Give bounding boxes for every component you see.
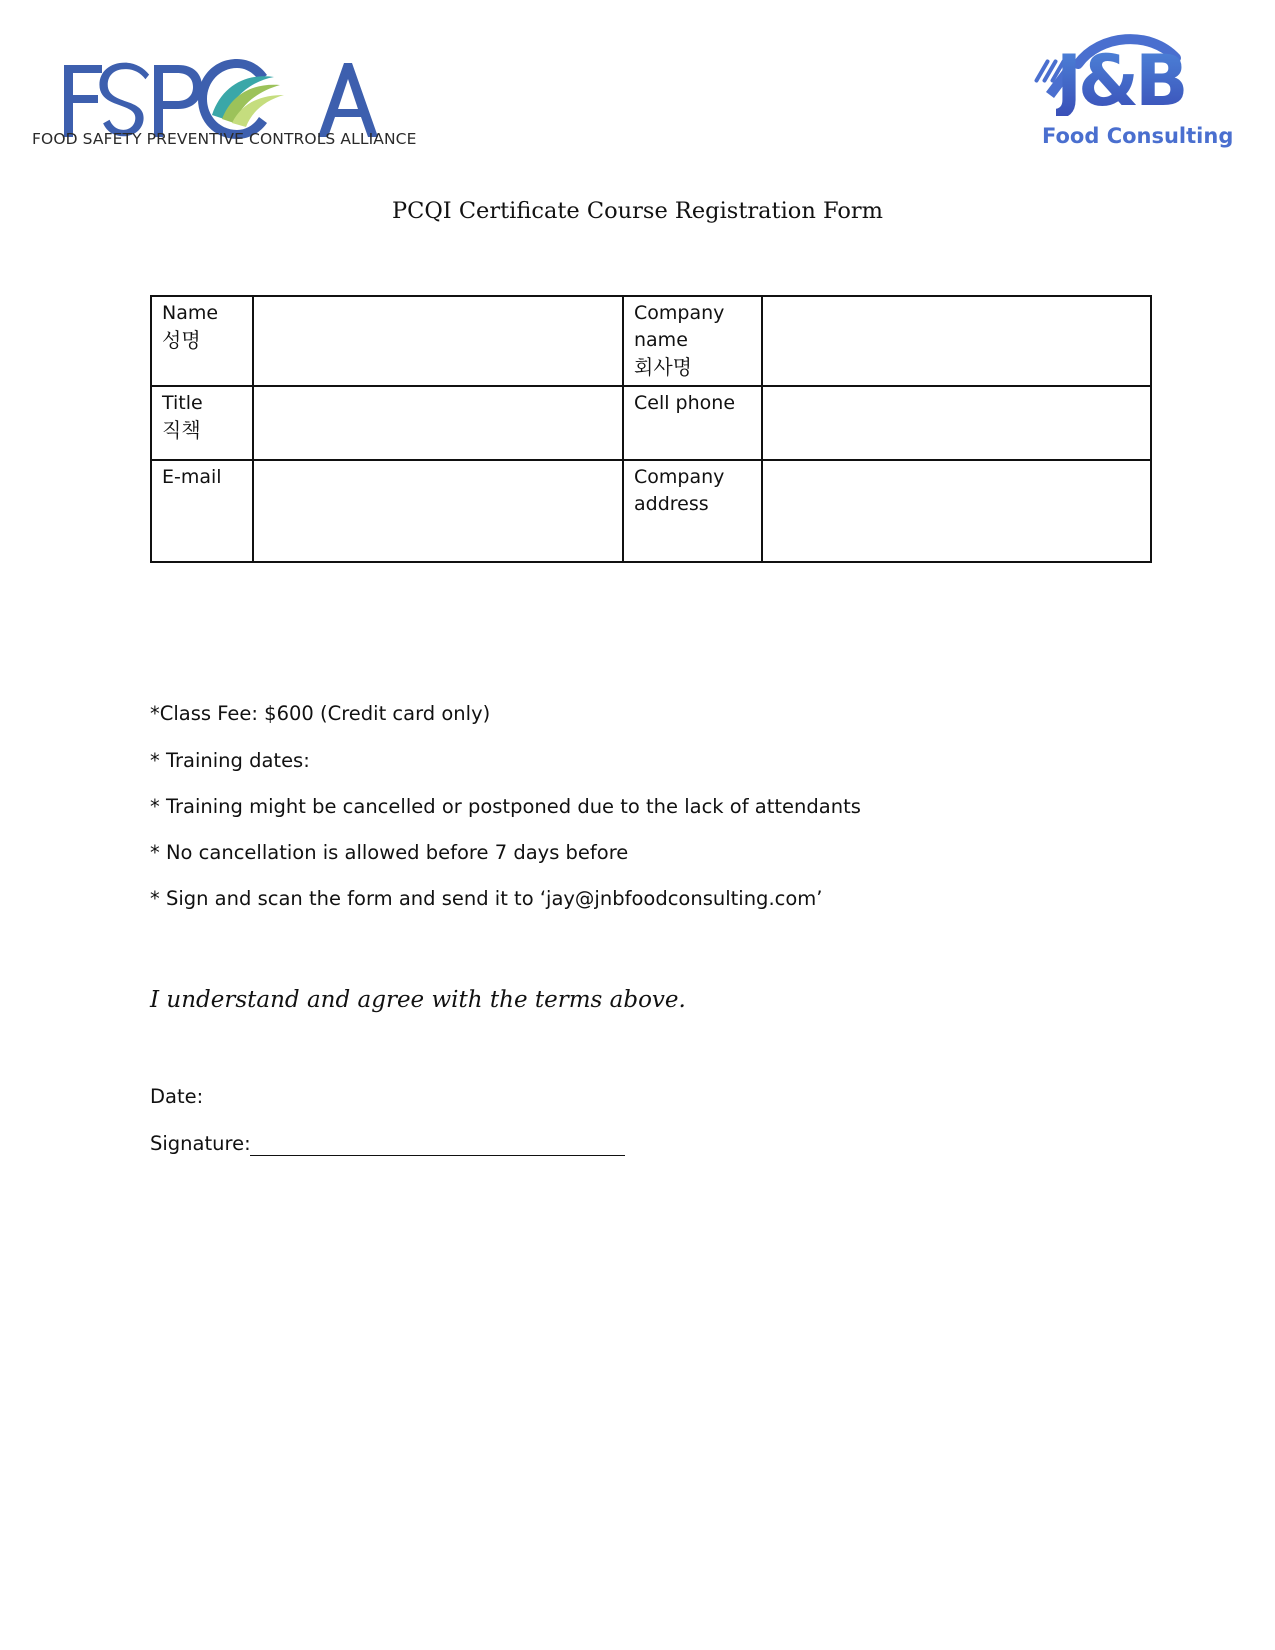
company-name-label-ko: 회사명 — [634, 355, 692, 379]
email-label: E-mail — [162, 466, 222, 488]
note-cancellation-risk: * Training might be cancelled or postponed due to the lack of attendants — [150, 795, 861, 818]
table-row — [151, 460, 1151, 562]
signature-line[interactable] — [250, 1155, 625, 1156]
table-row — [151, 386, 1151, 460]
title-label: Title — [162, 392, 203, 414]
jnb-letters: J&B — [1056, 40, 1185, 122]
cell-phone-field[interactable] — [762, 386, 1151, 460]
title-label-ko: 직책 — [162, 418, 201, 442]
company-name-field[interactable] — [762, 296, 1151, 386]
email-field[interactable] — [253, 460, 623, 562]
fspca-logo — [30, 25, 417, 155]
name-field[interactable] — [253, 296, 623, 386]
jnb-subtitle: Food Consulting — [1042, 124, 1234, 148]
page-title: PCQI Certificate Course Registration Form — [392, 198, 883, 224]
fspca-tagline: FOOD SAFETY PREVENTIVE CONTROLS ALLIANCE — [32, 130, 417, 148]
title-field[interactable] — [253, 386, 623, 460]
email-label-cell — [151, 460, 253, 562]
cell-phone-label: Cell phone — [634, 392, 736, 414]
note-class-fee: *Class Fee: $600 (Credit card only) — [150, 702, 491, 725]
note-cancellation-policy: * No cancellation is allowed before 7 days before — [150, 841, 629, 864]
company-name-label: Company name — [634, 302, 725, 351]
name-label-cell — [151, 296, 253, 386]
note-training-dates: * Training dates: — [150, 749, 310, 772]
note-submission: * Sign and scan the form and send it to ‘jay@jnbfoodconsulting.com’ — [150, 887, 823, 910]
title-label-cell — [151, 386, 253, 460]
signature-label: Signature: — [150, 1132, 251, 1155]
company-address-label-cell — [623, 460, 762, 562]
name-label: Name — [162, 302, 219, 324]
jnb-logo — [1020, 20, 1250, 160]
company-name-label-cell — [623, 296, 762, 386]
registration-table — [150, 295, 1152, 563]
company-address-field[interactable] — [762, 460, 1151, 562]
table-row — [151, 296, 1151, 386]
date-label: Date: — [150, 1085, 204, 1108]
company-address-label: Company address — [634, 466, 725, 515]
cell-phone-label-cell — [623, 386, 762, 460]
agreement-statement: I understand and agree with the terms above. — [150, 987, 686, 1013]
name-label-ko: 성명 — [162, 328, 201, 352]
